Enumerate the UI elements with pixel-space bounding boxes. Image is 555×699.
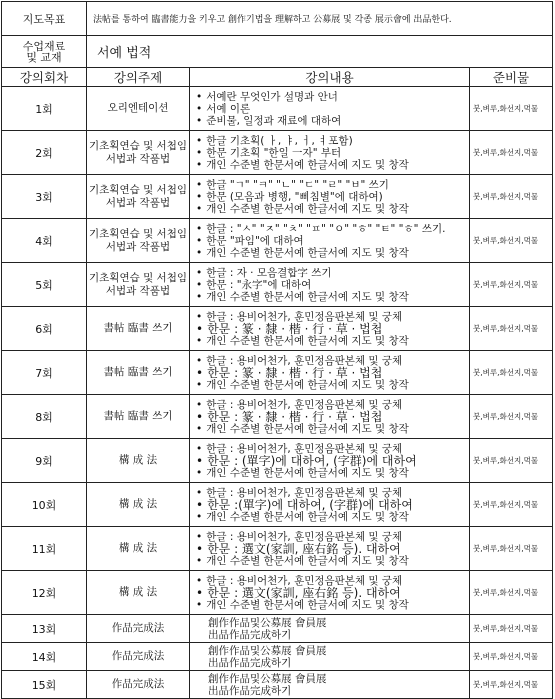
content-line: 創作作品및公募展 會員展 (208, 644, 327, 657)
content-list (192, 575, 467, 611)
content-cell (190, 671, 470, 699)
prep-cell: 붓,벼루,화선지,먹물 (470, 175, 553, 219)
table-row (2, 175, 553, 219)
syllabus-table (1, 1, 553, 699)
table-row (2, 439, 553, 483)
table-row (2, 307, 553, 351)
content-item: • 한문 : 篆 · 隸 · 楷 · 行 · 草 · 법첩 (196, 323, 467, 335)
round-cell: 9회 (2, 439, 87, 483)
content-item: • 서예란 무엇인가 설명과 안너 (196, 91, 467, 103)
round-cell: 1회 (2, 87, 87, 131)
content-list (192, 443, 467, 479)
table-row (2, 131, 553, 175)
table-row (2, 483, 553, 527)
prep-cell: 붓,벼루,화선지,먹물 (470, 643, 553, 671)
topic-cell: 作品完成法 (87, 671, 190, 699)
topic-cell: 構 成 法 (87, 527, 190, 571)
content-item: • 개인 수준별 한문서예 한글서예 지도 및 창작 (196, 247, 467, 259)
materials-label-line1: 수업재료 (22, 39, 66, 53)
table-row (2, 643, 553, 671)
table-row (2, 571, 553, 615)
round-cell: 6회 (2, 307, 87, 351)
content-item: • 한글 : 자 · 모음결합字 쓰기 (196, 267, 467, 279)
round-cell: 4회 (2, 219, 87, 263)
round-cell: 2회 (2, 131, 87, 175)
content-cell (190, 643, 470, 671)
content-item: • 한문 : "永字"에 대하여 (196, 279, 467, 291)
prep-cell: 붓,벼루,화선지,먹물 (470, 351, 553, 395)
content-item: • 한문 : 選文(家訓, 座右銘 등). 대하여 (196, 587, 467, 599)
content-item: • 한글 : "ㅅ" "ㅈ" "ㅊ" "ㅍ" "ㅇ" "ㅎ" "ㅌ" "ㅎ" 쓰기. (196, 223, 467, 235)
content-item: • 개인 수준별 한문서예 한글서예 지도 및 창작 (196, 555, 467, 567)
topic-cell: 기초획연습 및 서첩임서법과 작품법 (87, 175, 190, 219)
content-cell (190, 571, 470, 615)
syllabus-rows (2, 87, 553, 699)
materials-label-line2: 및 교재 (26, 50, 62, 64)
round-cell: 14회 (2, 643, 87, 671)
round-cell: 7회 (2, 351, 87, 395)
content-item: • 한글 : 용비어천가, 훈민정음판본체 및 궁체 (196, 399, 467, 411)
content-list (192, 399, 467, 435)
content-item: • 한글 : 용비어천가, 훈민정음판본체 및 궁체 (196, 487, 467, 499)
content-line: 創作作品및公募展 會員展 (208, 616, 327, 629)
content-line: 出品作品完成하기 (208, 628, 292, 641)
round-cell: 3회 (2, 175, 87, 219)
content-cell (190, 527, 470, 571)
round-cell: 15회 (2, 671, 87, 699)
prep-cell: 붓,벼루,화선지,먹물 (470, 615, 553, 643)
content-cell (190, 439, 470, 483)
table-row (2, 351, 553, 395)
content-cell (190, 351, 470, 395)
table-row (2, 395, 553, 439)
content-list (192, 91, 467, 127)
content-item: • 개인 수준별 한문서예 한글서예 지도 및 창작 (196, 599, 467, 611)
topic-cell: 書帖 臨書 쓰기 (87, 395, 190, 439)
table-row (2, 615, 553, 643)
content-list (192, 487, 467, 523)
topic-cell: 構 成 法 (87, 483, 190, 527)
content-item: • 한글 기초획( ㅏ, ㅑ, ㅓ, ㅕ포함) (196, 135, 467, 147)
content-item: • 한글 : 용비어천가, 훈민정음판본체 및 궁체 (196, 531, 467, 543)
prep-cell: 붓,벼루,화선지,먹물 (470, 307, 553, 351)
materials-value: 서예 법적 (87, 36, 553, 68)
content-cell (190, 263, 470, 307)
content-item: • 한문 기초획 "한일 一자" 부터 (196, 147, 467, 159)
content-line: 出品作品完成하기 (208, 656, 292, 669)
table-row (2, 219, 553, 263)
table-row (2, 87, 553, 131)
content-item: • 한문 :(單字)에 대하여, (字群)에 대하여 (196, 499, 467, 511)
content-list (192, 355, 467, 391)
content-item: • 개인 수준별 한문서예 한글서예 지도 및 창작 (196, 291, 467, 303)
content-item: • 한문 : 篆 · 隸 · 楷 · 行 · 草 · 법첩 (196, 367, 467, 379)
topic-cell: 書帖 臨書 쓰기 (87, 307, 190, 351)
content-item: • 개인 수준별 한문서예 한글서예 지도 및 창작 (196, 335, 467, 347)
content-item: • 개인 수준별 한문서예 한글서예 지도 및 창작 (196, 423, 467, 435)
content-list (192, 531, 467, 567)
content-item: • 한글 : 용비어천가, 훈민정음판본체 및 궁체 (196, 311, 467, 323)
table-row (2, 263, 553, 307)
content-item: • 한문 : 選文(家訓, 座右銘 등). 대하여 (196, 543, 467, 555)
round-cell: 10회 (2, 483, 87, 527)
content-line: 出品作品完成하기 (208, 684, 292, 697)
content-item: • 개인 수준별 한문서예 한글서예 지도 및 창작 (196, 203, 467, 215)
content-cell (190, 307, 470, 351)
table-row (2, 671, 553, 699)
content-list (192, 135, 467, 171)
topic-cell: 기초획연습 및 서첩임서법과 작품법 (87, 219, 190, 263)
content-line: 創作作品및公募展 會員展 (208, 672, 327, 685)
topic-cell: 기초획연습 및 서첩임서법과 작품법 (87, 131, 190, 175)
header-round: 강의회차 (2, 68, 87, 87)
content-list (192, 311, 467, 347)
topic-cell: 기초획연습 및 서첩임서법과 작품법 (87, 263, 190, 307)
content-item: • 한글 : 용비어천가, 훈민정음판본체 및 궁체 (196, 355, 467, 367)
content-item: • 한문 : 篆 · 隸 · 楷 · 行 · 草 · 법첩 (196, 411, 467, 423)
materials-label (2, 36, 87, 68)
content-item: • 서예 이론 (196, 103, 467, 115)
content-item: • 한글 : 용비어천가, 훈민정음판본체 및 궁체 (196, 443, 467, 455)
content-list (192, 179, 467, 215)
prep-cell: 붓,벼루,화선지,먹물 (470, 87, 553, 131)
content-item: • 개인 수준별 한문서예 한글서예 지도 및 창작 (196, 379, 467, 391)
content-cell (190, 483, 470, 527)
topic-cell: 書帖 臨書 쓰기 (87, 351, 190, 395)
topic-cell: 構 成 法 (87, 439, 190, 483)
content-item: • 한글 "ㄱ" "ㅋ" "ㄴ" "ㄷ" "ㄹ" "ㅂ" 쓰기 (196, 179, 467, 191)
prep-cell: 붓,벼루,화선지,먹물 (470, 395, 553, 439)
goal-text: 法帖를 통하여 臨書能力을 키우고 創作기법을 理解하고 公募展 및 각종 展示會에 出品한다. (87, 2, 553, 36)
prep-cell: 붓,벼루,화선지,먹물 (470, 219, 553, 263)
prep-cell: 붓,벼루,화선지,먹물 (470, 131, 553, 175)
content-item: • 개인 수준별 한문서예 한글서예 지도 및 창작 (196, 159, 467, 171)
prep-cell: 붓,벼루,화선지,먹물 (470, 671, 553, 699)
header-prep: 준비물 (470, 68, 553, 87)
prep-cell: 붓,벼루,화선지,먹물 (470, 527, 553, 571)
content-cell (190, 395, 470, 439)
round-cell: 8회 (2, 395, 87, 439)
content-item: • 한문 "파임"에 대하여 (196, 235, 467, 247)
content-item: • 준비물, 일정과 재료에 대하여 (196, 115, 467, 127)
content-item: • 한문 (모음과 병행, "삐침별"에 대하여) (196, 191, 467, 203)
round-cell: 5회 (2, 263, 87, 307)
prep-cell: 붓,벼루,화선지,먹물 (470, 483, 553, 527)
header-content: 강의내용 (190, 68, 470, 87)
content-cell (190, 219, 470, 263)
prep-cell: 붓,벼루,화선지,먹물 (470, 571, 553, 615)
content-item: • 개인 수준별 한문서예 한글서예 지도 및 창작 (196, 511, 467, 523)
topic-cell: 오리엔테이션 (87, 87, 190, 131)
content-list (192, 267, 467, 303)
topic-cell: 構 成 法 (87, 571, 190, 615)
content-list (192, 223, 467, 259)
topic-cell: 作品完成法 (87, 643, 190, 671)
prep-cell: 붓,벼루,화선지,먹물 (470, 439, 553, 483)
content-item: • 개인 수준별 한문서예 한글서예 지도 및 창작 (196, 467, 467, 479)
content-item: • 한글 : 용비어천가, 훈민정음판본체 및 궁체 (196, 575, 467, 587)
prep-cell: 붓,벼루,화선지,먹물 (470, 263, 553, 307)
content-cell (190, 175, 470, 219)
round-cell: 11회 (2, 527, 87, 571)
content-cell (190, 131, 470, 175)
goal-label: 지도목표 (2, 2, 87, 36)
table-row (2, 527, 553, 571)
topic-cell: 作品完成法 (87, 615, 190, 643)
content-item: • 한문 : (單字)에 대하여, (字群)에 대하여 (196, 455, 467, 467)
content-cell (190, 615, 470, 643)
content-cell (190, 87, 470, 131)
round-cell: 12회 (2, 571, 87, 615)
round-cell: 13회 (2, 615, 87, 643)
header-topic: 강의주제 (87, 68, 190, 87)
